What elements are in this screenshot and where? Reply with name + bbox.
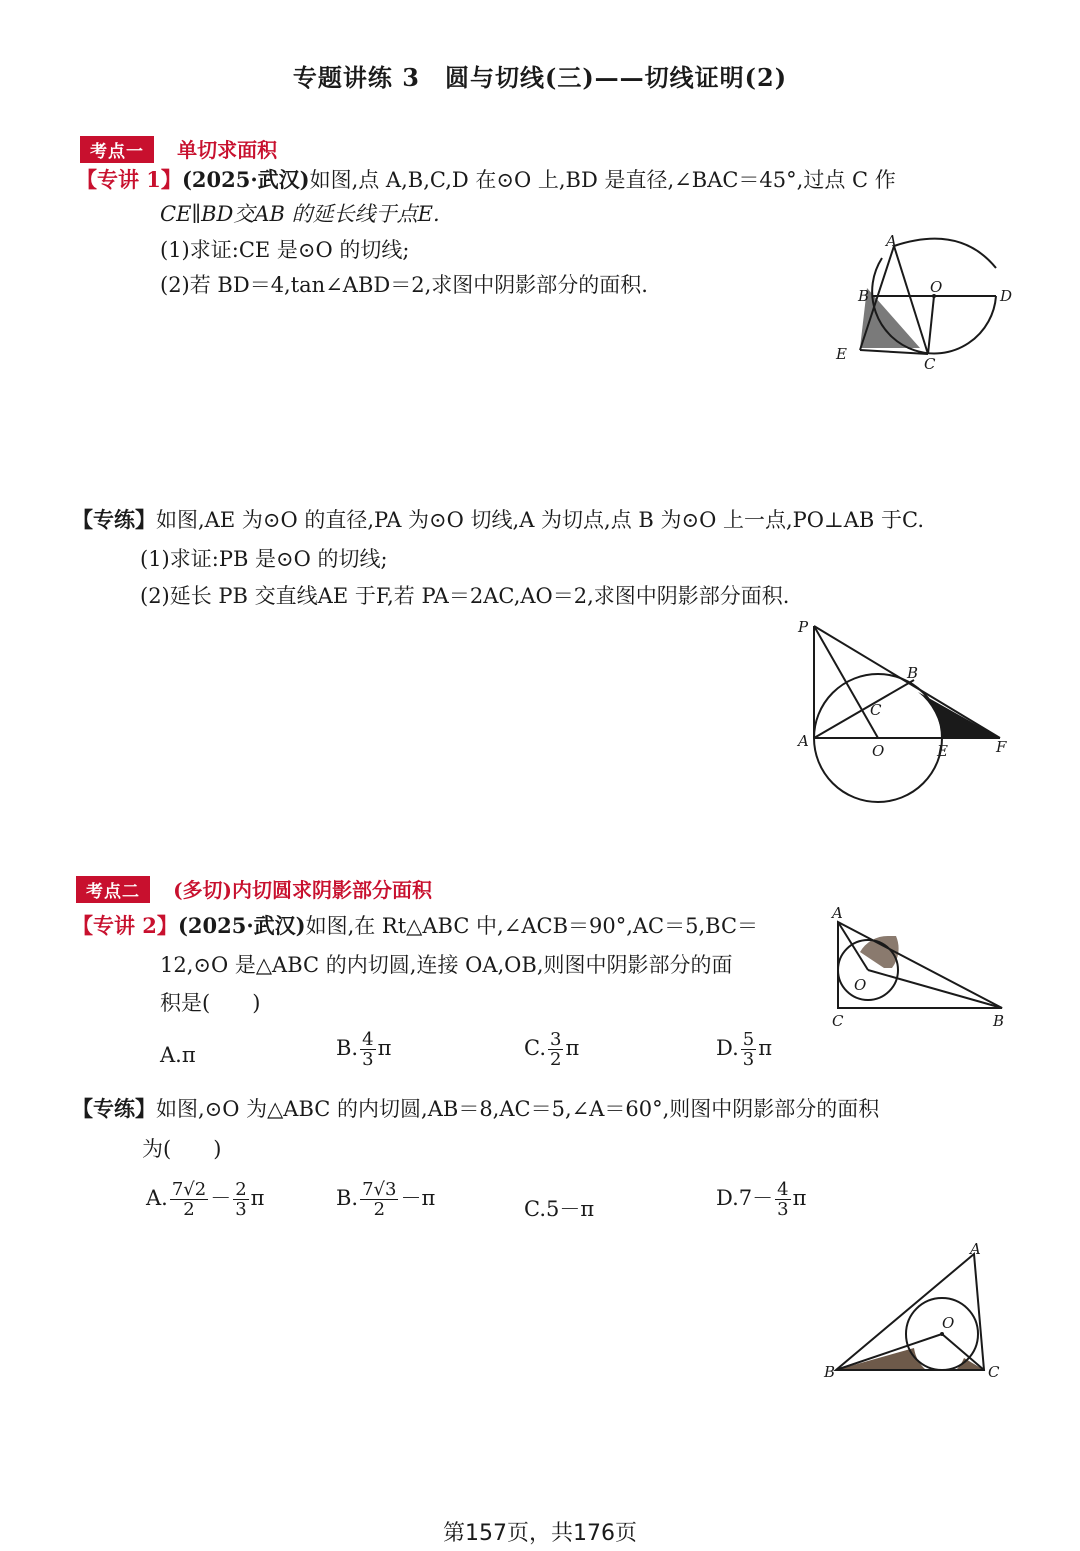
page-title: 专题讲练 3 圆与切线(三)——切线证明(2)	[292, 63, 788, 92]
figure-4	[818, 1240, 1018, 1390]
option-fraction	[233, 1180, 248, 1219]
fraction-denominator: 2	[550, 1049, 562, 1070]
section-1-tag: 考点一	[80, 136, 154, 163]
figure-3-label-a: A	[832, 904, 843, 922]
figure-1-label-a: A	[886, 232, 897, 250]
option-letter: D.	[716, 1036, 739, 1060]
figure-1-label-c: C	[924, 355, 936, 373]
problem-2-line-1	[72, 505, 924, 535]
option-letter: B.	[336, 1186, 359, 1210]
option-minus: －	[210, 1186, 232, 1210]
option-fraction	[741, 1030, 756, 1069]
problem-4-option-a[interactable]	[146, 1180, 264, 1219]
option-letter: B.	[336, 1036, 359, 1060]
option-pi: π	[250, 1186, 265, 1210]
problem-3-option-a[interactable]	[160, 1043, 196, 1067]
fraction-numerator: 7√3	[362, 1179, 397, 1200]
figure-2-line-po	[814, 626, 878, 738]
figure-1	[820, 228, 1020, 378]
problem-3-option-c[interactable]	[524, 1030, 579, 1069]
figure-4-center	[940, 1332, 944, 1336]
problem-4-option-d[interactable]	[716, 1180, 806, 1219]
option-fraction	[548, 1030, 563, 1069]
fraction-numerator: 4	[362, 1029, 374, 1050]
problem-3-option-b[interactable]	[336, 1030, 391, 1069]
figure-4-label-a: A	[970, 1240, 981, 1258]
fraction-denominator: 3	[362, 1049, 374, 1070]
problem-2-question-1: (1)求证:PB 是⊙O 的切线;	[140, 547, 388, 571]
option-fraction	[775, 1180, 790, 1219]
problem-1-question-1: (1)求证:CE 是⊙O 的切线;	[160, 238, 410, 262]
problem-2-text: 如图,AE 为⊙O 的直径,PA 为⊙O 切线,A 为切点,点 B 为⊙O 上一点,PO⊥AB 于C.	[156, 508, 925, 532]
figure-2	[790, 612, 1020, 808]
fraction-numerator: 5	[742, 1029, 755, 1050]
figure-1-label-o: O	[930, 278, 943, 296]
option-pi: π	[792, 1186, 807, 1210]
figure-3-label-b: B	[993, 1012, 1005, 1030]
figure-3-label-o: O	[854, 976, 867, 994]
figure-1-label-d: D	[1000, 287, 1013, 305]
figure-1-label-b: B	[858, 287, 870, 305]
figure-1-line-oc	[928, 296, 934, 354]
section-1-title: 单切求面积	[177, 138, 278, 162]
option-letter: D.7－	[716, 1186, 774, 1210]
option-fraction	[360, 1180, 398, 1219]
problem-1-line-1	[76, 165, 896, 195]
option-fraction	[360, 1030, 375, 1069]
option-fraction	[170, 1180, 208, 1219]
problem-3-line-1	[72, 911, 758, 941]
problem-4-option-b[interactable]	[336, 1180, 435, 1219]
figure-3-label-c: C	[832, 1012, 844, 1030]
problem-2-question-2: (2)延长 PB 交直线AE 于F,若 PA＝2AC,AO＝2,求图中阴影部分面积.	[140, 584, 790, 608]
figure-2-label-f: F	[996, 738, 1007, 756]
option-value: π	[181, 1043, 196, 1067]
fraction-numerator: 2	[235, 1179, 247, 1200]
figure-1-arc-top	[894, 239, 996, 268]
figure-2-label-c: C	[870, 701, 882, 719]
figure-3-line-ob	[868, 970, 1002, 1008]
section-2-tag: 考点二	[76, 876, 150, 903]
figure-3-triangle	[838, 922, 1002, 1008]
problem-1-question-2: (2)若 BD＝4,tan∠ABD＝2,求图中阴影部分的面积.	[160, 273, 648, 297]
problem-3-label: 【专讲 2】	[72, 913, 178, 938]
fraction-numerator: 4	[777, 1179, 789, 1200]
problem-3-option-d[interactable]	[716, 1030, 772, 1069]
fraction-numerator: 3	[550, 1029, 562, 1050]
option-letter: C.	[524, 1036, 546, 1060]
problem-3-line-2: 12,⊙O 是△ABC 的内切圆,连接 OA,OB,则图中阴影部分的面	[160, 953, 733, 977]
fraction-denominator: 2	[373, 1199, 386, 1220]
section-2-header	[76, 874, 432, 903]
option-letter: A.	[146, 1186, 168, 1210]
fraction-numerator: 7√2	[171, 1179, 207, 1200]
figure-1-label-e: E	[836, 345, 847, 363]
problem-2-label: 【专练】	[72, 507, 156, 532]
problem-1-text: 如图,点 A,B,C,D 在⊙O 上,BD 是直径,∠BAC＝45°,过点 C 作	[309, 168, 896, 192]
option-pi: π	[565, 1036, 580, 1060]
problem-1-label: 【专讲 1】	[76, 167, 182, 192]
problem-4-line-1	[72, 1094, 879, 1124]
fraction-denominator: 3	[777, 1199, 789, 1220]
figure-4-label-b: B	[824, 1363, 836, 1381]
figure-2-label-b: B	[907, 664, 919, 682]
fraction-denominator: 3	[235, 1199, 247, 1220]
section-1-header	[80, 134, 277, 163]
option-pi: π	[377, 1036, 392, 1060]
problem-4-option-c[interactable]: C.5－π	[524, 1197, 595, 1221]
section-2-title: (多切)内切圆求阴影部分面积	[173, 878, 433, 902]
fraction-denominator: 2	[183, 1199, 195, 1220]
figure-2-label-e: E	[937, 742, 948, 760]
figure-2-label-a: A	[798, 732, 809, 750]
figure-4-label-c: C	[988, 1363, 1000, 1381]
figure-3	[828, 904, 1018, 1034]
problem-1-line-2: CE∥BD交AB 的延长线于点E.	[160, 202, 440, 226]
problem-4-text: 如图,⊙O 为△ABC 的内切圆,AB＝8,AC＝5,∠A＝60°,则图中阴影部分的面积	[156, 1097, 880, 1121]
option-pi: π	[758, 1036, 773, 1060]
problem-1-source: (2025·武汉)	[181, 167, 310, 192]
figure-2-line-ab	[814, 680, 914, 738]
page-footer: 第157页，共176页	[443, 1521, 637, 1546]
figure-2-label-p: P	[798, 618, 809, 636]
option-letter: A.	[160, 1043, 182, 1067]
option-rest: －π	[400, 1186, 436, 1210]
fraction-denominator: 3	[742, 1049, 755, 1070]
problem-3-line-3: 积是( )	[160, 991, 261, 1015]
problem-3-source: (2025·武汉)	[177, 913, 306, 938]
problem-4-label: 【专练】	[72, 1096, 156, 1121]
problem-4-line-2: 为( )	[142, 1137, 222, 1161]
problem-3-text: 如图,在 Rt△ABC 中,∠ACB＝90°,AC＝5,BC＝	[305, 914, 759, 938]
figure-2-label-o: O	[872, 742, 885, 760]
figure-4-label-o: O	[942, 1314, 955, 1332]
